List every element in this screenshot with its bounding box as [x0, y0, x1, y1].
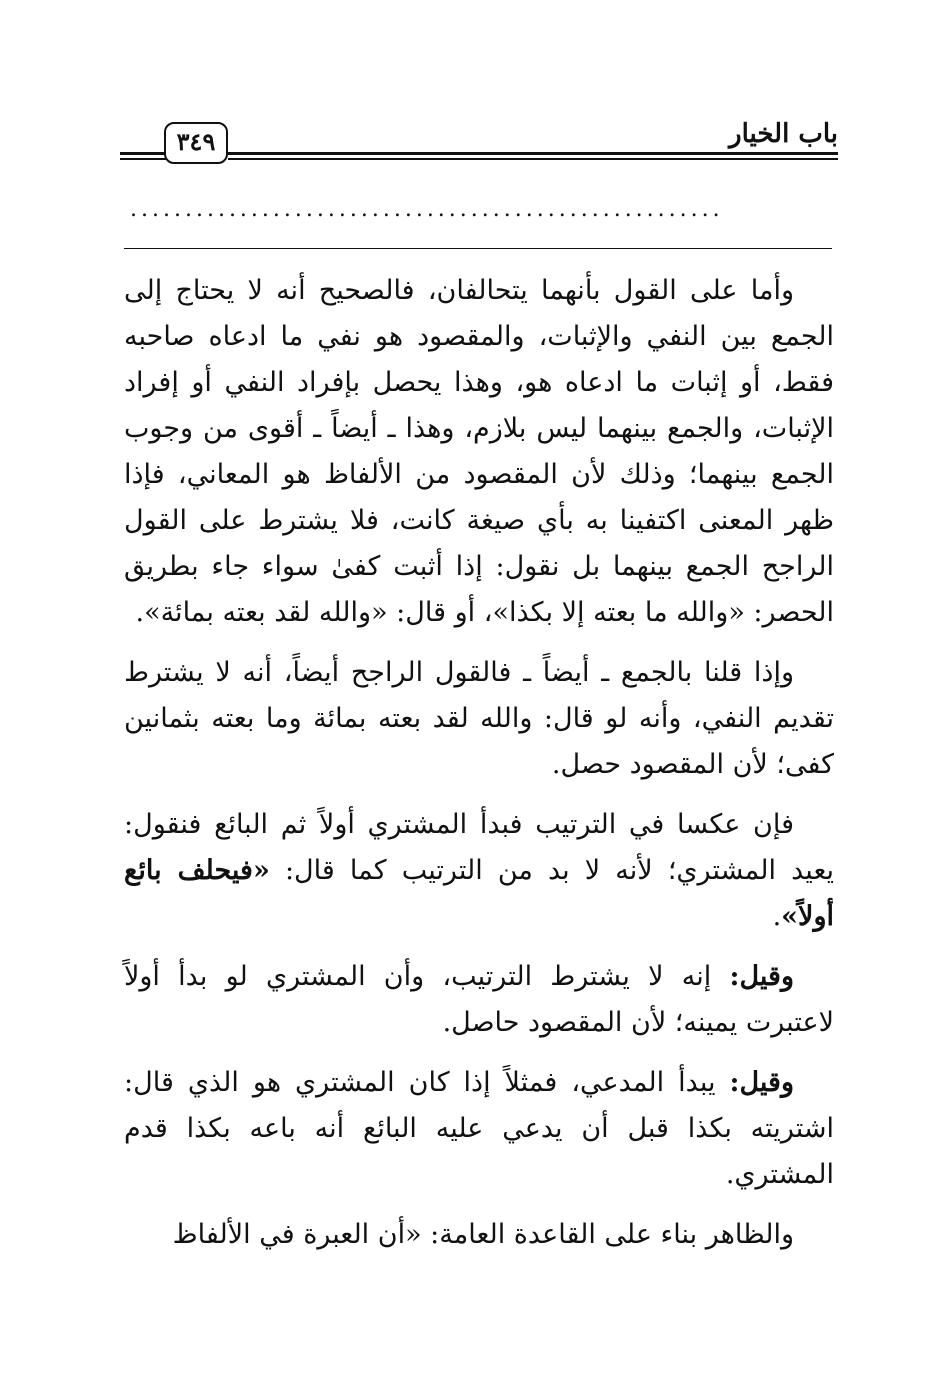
paragraph-text: والظاهر بناء على القاعدة العامة: «أن العبرة في الألفاظ — [172, 1219, 794, 1250]
header-rule-right — [228, 152, 838, 160]
opinion-label: وقيل: — [729, 1067, 794, 1098]
header-rule-left — [120, 152, 166, 160]
paragraph-2 — [124, 650, 834, 788]
paragraph-text: . — [772, 901, 782, 932]
paragraph-1 — [124, 268, 834, 636]
opinion-label: وقيل: — [729, 961, 794, 992]
separator-rule — [124, 248, 832, 249]
paragraph-text: إنه لا يشترط الترتيب، وأن المشتري لو بدأ أولاً لاعتبرت يمينه؛ لأن المقصود حاصل. — [124, 961, 834, 1038]
paragraph-6 — [124, 1212, 834, 1258]
dotted-separator: ...................................................... — [130, 198, 724, 222]
hadith-quote: «فيحلف بائع أولاً» — [124, 855, 834, 932]
paragraph-text: وأما على القول بأنهما يتحالفان، فالصحيح أنه لا يحتاج إلى الجمع بين النفي والإثبات، والمقصود هو نفي ما ادعاه صاحبه فقط، أو إثبات ما ادعاه هو، وهذا يحصل بإفراد النفي أو إفراد الإثبات، والجمع بينهما ليس بلازم، وهذا ـ أيضاً ـ أقوى من وجوب الجمع بينهما؛ وذلك لأن المقصود من الألفاظ هو المعاني، فإذا ظهر المعنى اكتفينا به بأي صيغة كانت، فلا يشترط على القول الراجح الجمع بينهما بل نقول: إذا أثبت كفىٰ سواء جاء بطريق الحصر: «والله ما بعته إلا بكذا»، أو قال: «والله لقد بعته بمائة». — [124, 275, 834, 628]
paragraph-3 — [124, 802, 834, 940]
running-title: باب الخيار — [729, 119, 838, 149]
paragraph-4 — [124, 954, 834, 1046]
paragraph-5 — [124, 1060, 834, 1198]
paragraph-text: يبدأ المدعي، فمثلاً إذا كان المشتري هو الذي قال: اشتريته بكذا قبل أن يدعي عليه البائع أنه باعه بكذا قدم المشتري. — [124, 1067, 834, 1190]
paragraph-text: فإن عكسا في الترتيب فبدأ المشتري أولاً ثم البائع فنقول: يعيد المشتري؛ لأنه لا بد من الترتيب كما قال: — [124, 809, 834, 886]
main-text — [124, 268, 834, 1272]
page-header — [120, 118, 838, 170]
page-number: ٣٤٩ — [164, 122, 228, 164]
paragraph-text: وإذا قلنا بالجمع ـ أيضاً ـ فالقول الراجح أيضاً، أنه لا يشترط تقديم النفي، وأنه لو قال: والله لقد بعته بمائة وما بعته بثمانين كفى؛ لأن المقصود حصل. — [124, 657, 834, 780]
